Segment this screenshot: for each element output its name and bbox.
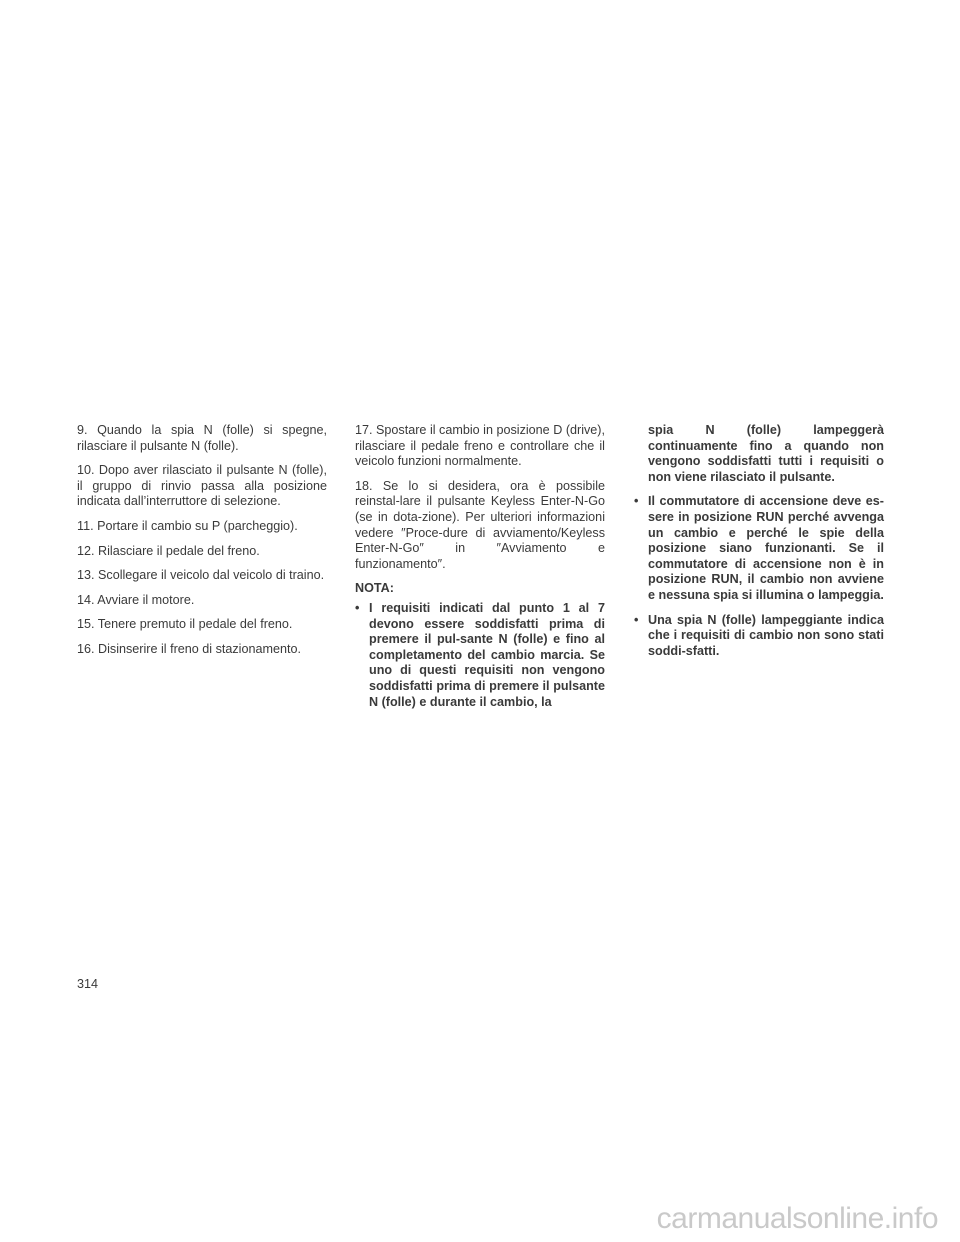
bullet-icon: • [634, 612, 639, 627]
step-16: 16. Disinserire il freno di stazionamento. [77, 641, 301, 656]
note-bullet-2-text: Il commutatore di accensione deve es-sere in posizione RUN perché avvenga un cambio e perché le spie della posizione siano funzionanti. Se il commutatore di accensione non è in posizione RUN, il cambio non avviene e nessuna spia si illumina o lampeggia. [648, 494, 884, 602]
note-bullet-1 [355, 601, 605, 710]
step-18: 18. Se lo si desidera, ora è possibile reinstal-lare il pulsante Keyless Enter-N-Go (se in dota-zione). Per ulteriori informazioni vedere ″Proce-dure di avviamento/Keyless Enter-N-Go″ in ″Avviamento e funzionamento″. [355, 478, 605, 571]
step-14: 14. Avviare il motore. [77, 592, 195, 607]
note-bullet-1-text: I requisiti indicati dal punto 1 al 7 devono essere soddisfatti prima di premere il pul-sante N (folle) e fino al completamento del cambio marcia. Se uno di questi requisiti non vengono soddisfatti prima di premere il pulsante N (folle) e durante il cambio, la [369, 600, 605, 709]
note-bullet-1-continuation: spia N (folle) lampeggerà continuamente fino a quando non vengono soddisfatti tutti i requisiti o non viene rilasciato il pulsante. [648, 423, 884, 484]
step-9: 9. Quando la spia N (folle) si spegne, rilasciare il pulsante N (folle). [77, 423, 327, 453]
middle-column [355, 423, 605, 719]
note-bullet-3-text: Una spia N (folle) lampeggiante indica che i requisiti di cambio non sono stati soddi-sfatti. [648, 612, 884, 658]
step-12: 12. Rilasciare il pedale del freno. [77, 543, 260, 558]
note-bullet-3 [634, 613, 884, 660]
step-17: 17. Spostare il cambio in posizione D (drive), rilasciare il pedale freno e controllare che il veicolo funzioni normalmente. [355, 423, 605, 469]
step-13: 13. Scollegare il veicolo dal veicolo di traino. [77, 568, 325, 583]
right-column [634, 423, 884, 668]
bullet-icon: • [634, 494, 639, 509]
step-11: 11. Portare il cambio su P (parcheggio). [77, 518, 298, 533]
step-15: 15. Tenere premuto il pedale del freno. [77, 617, 293, 632]
page-number: 314 [77, 977, 99, 991]
watermark[interactable]: carmanualsonline.info [656, 1202, 938, 1235]
bullet-icon: • [355, 600, 360, 615]
left-column [77, 423, 327, 667]
note-bullet-2 [634, 494, 884, 603]
note-heading: NOTA: [355, 581, 394, 596]
step-10: 10. Dopo aver rilasciato il pulsante N (folle), il gruppo di rinvio passa alla posizione indicata dall’interruttore di selezione. [77, 463, 327, 509]
